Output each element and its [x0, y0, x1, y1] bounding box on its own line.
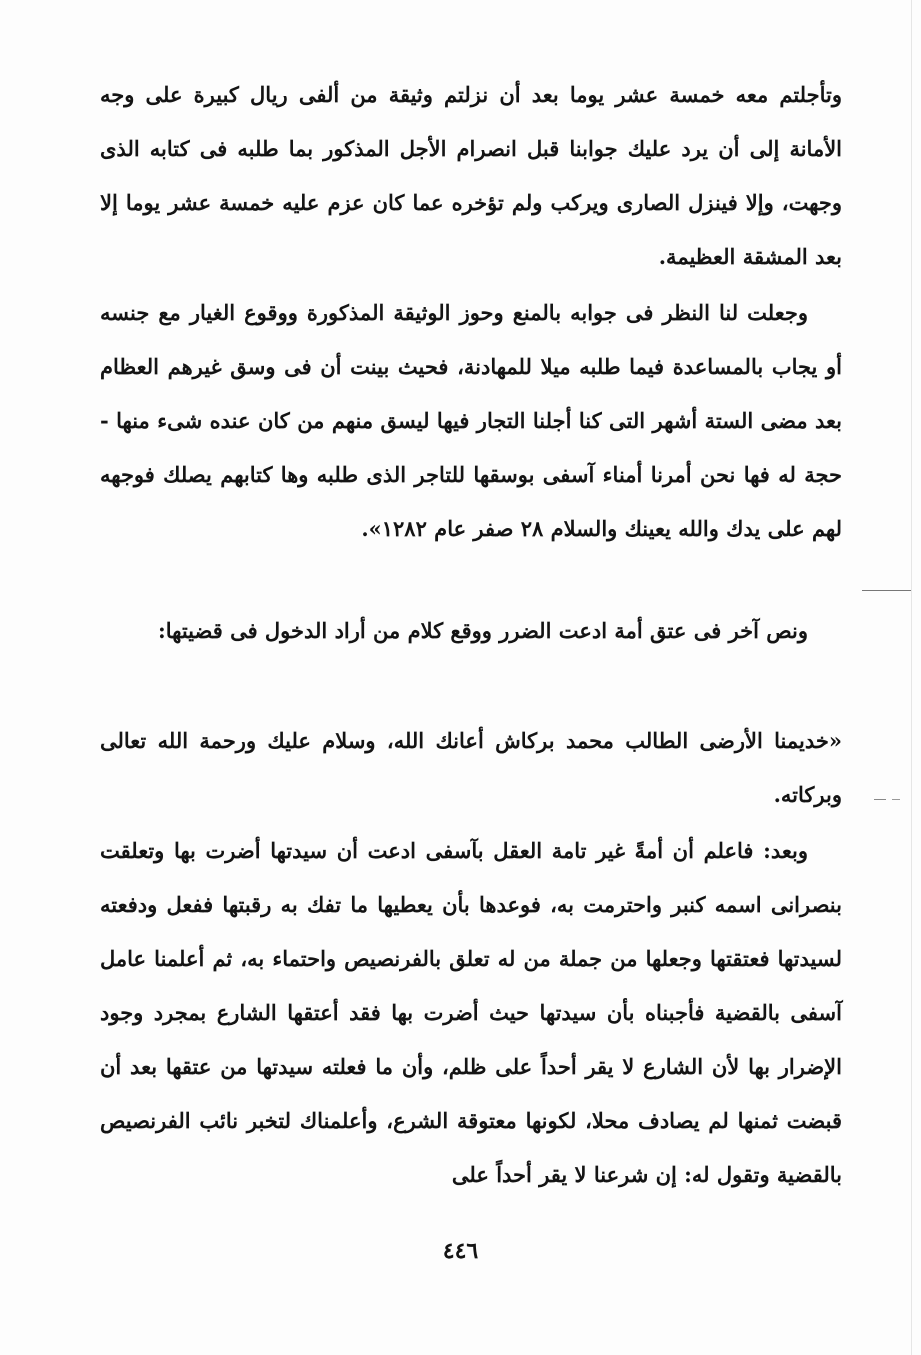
- page-number: ٤٤٦: [442, 1238, 479, 1264]
- paragraph-3: ونص آخر فى عتق أمة ادعت الضرر ووقع كلام من أراد الدخول فى قضيتها:: [158, 618, 808, 643]
- paragraph-5: وبعد: فاعلم أن أمةً غير تامة العقل بآسفى ادعت أن سيدتها أضرت بها وتعلقت بنصرانى اسمه كنبر واحترمت به، فوعدها بأن يعطيها ما تفك به رقبتها ففعل ودفعته لسيدتها فعتقتها وجعلها من جملة من له تعلق بالفرنصيص واحتماء به، ثم أعلمنا عامل آسفى بالقضية فأجبناه بأن سيدتها حيث أضرت بها فقد أعتقها الشارع بمجرد وجود الإضرار بها لأن الشارع لا يقر أحداً على ظلم، وأن ما فعلته سيدتها من عتقها بعد أن قبضت ثمنها لم يصادف محلا، لكونها معتوقة الشرع، وأعلمناك لتخبر نائب الفرنصيص بالقضية وتقول له: إن شرعنا لا يقر أحداً على: [100, 838, 842, 1187]
- margin-dash: [892, 799, 900, 800]
- scan-edge-line: [911, 0, 912, 1355]
- margin-dash: [874, 799, 886, 800]
- margin-rule: [862, 590, 912, 591]
- paragraph-2: وجعلت لنا النظر فى جوابه بالمنع وحوز الوثيقة المذكورة ووقوع الغيار مع جنسه أو يجاب بالمساعدة فيما طلبه ميلا للمهادنة، فحيث بينت أن فى وسق غيرهم العظام بعد مضى الستة أشهر التى كنا أجلنا التجار فيها ليسق منهم من كان عنده شىء منها - حجة له فها نحن أمرنا أمناء آسفى بوسقها للتاجر الذى طلبه وها كتابهم يصلك فوجهه لهم على يدك والله يعينك والسلام ٢٨ صفر عام ١٢٨٢».: [100, 300, 842, 541]
- paragraph-4-quote: «خديمنا الأرضى الطالب محمد بركاش أعانك الله، وسلام عليك ورحمة الله تعالى وبركاته.: [100, 728, 842, 807]
- paragraph-1: وتأجلتم معه خمسة عشر يوما بعد أن نزلتم وثيقة من ألفى ريال كبيرة على وجه الأمانة إلى أن يرد عليك جوابنا قبل انصرام الأجل المذكور بما طلبه فى كتابه الذى وجهت، وإلا فينزل الصارى ويركب ولم تؤخره عما كان عزم عليه خمسة عشر يوما إلا بعد المشقة العظيمة.: [100, 82, 842, 269]
